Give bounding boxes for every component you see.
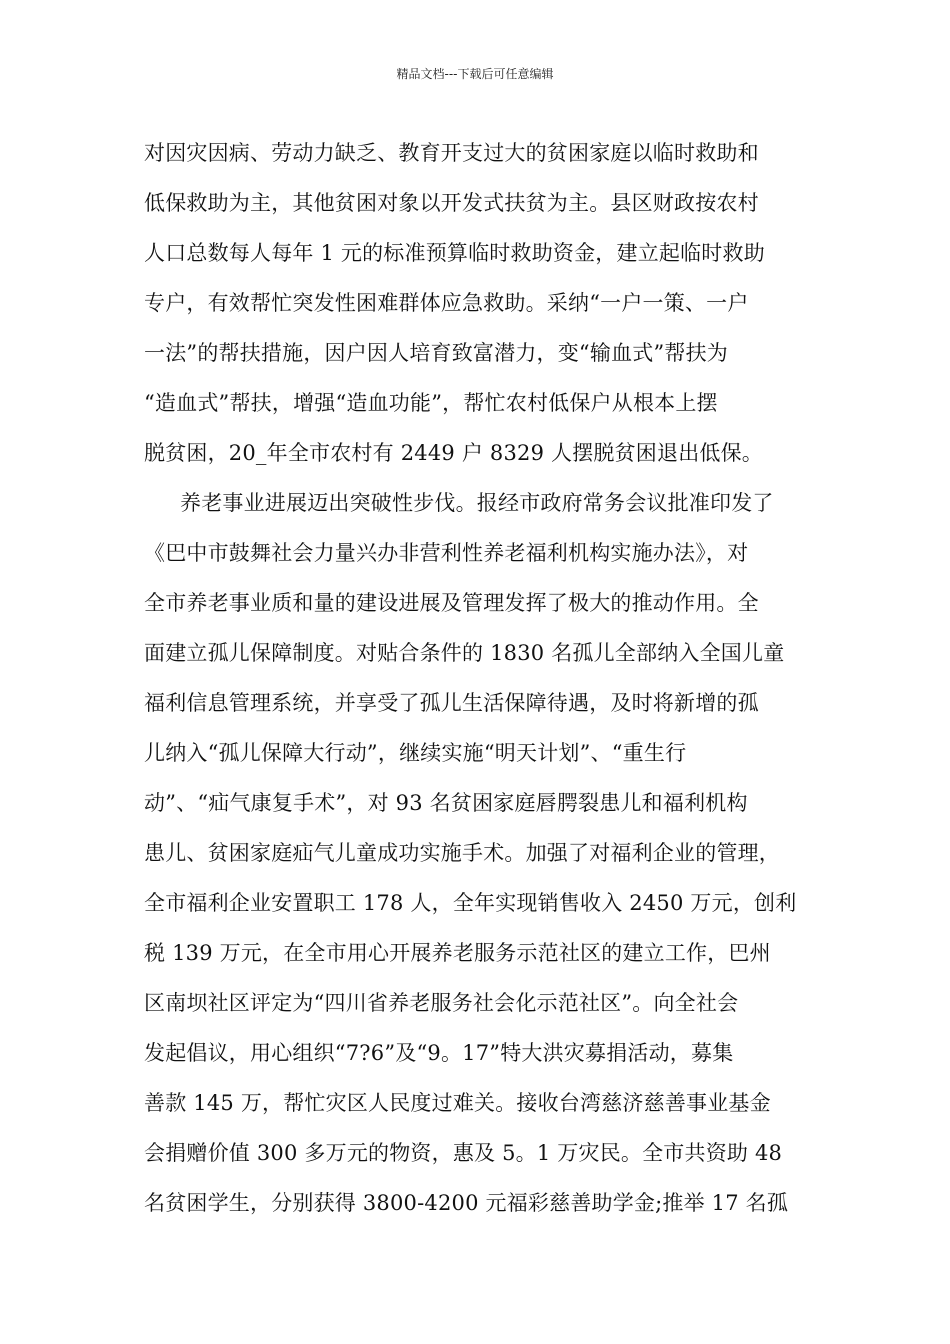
- text-line: 养老事业进展迈出突破性步伐。报经市政府常务会议批准印发了: [180, 491, 774, 515]
- text-line: 低保救助为主，其他贫困对象以开发式扶贫为主。县区财政按农村: [144, 191, 759, 215]
- text-line: 脱贫困，20_年全市农村有 2449 户 8329 人摆脱贫困退出低保。: [144, 441, 764, 465]
- text-line: 患儿、贫困家庭疝气儿童成功实施手术。加强了对福利企业的管理，: [144, 841, 780, 865]
- text-line: 福利信息管理系统，并享受了孤儿生活保障待遇，及时将新增的孤: [144, 691, 759, 715]
- document-body: [144, 128, 824, 1228]
- text-line: 全市养老事业质和量的建设进展及管理发挥了极大的推动作用。全: [144, 591, 759, 615]
- text-line: 一法”的帮扶措施，因户因人培育致富潜力，变“输血式”帮扶为: [144, 341, 729, 365]
- text-line: 专户，有效帮忙突发性困难群体应急救助。采纳“一户一策、一户: [144, 291, 749, 315]
- paragraph: [144, 478, 824, 1228]
- text-line: 税 139 万元，在全市用心开展养老服务示范社区的建立工作，巴州: [144, 941, 771, 965]
- text-line: 会捐赠价值 300 多万元的物资，惠及 5。1 万灾民。全市共资助 48: [144, 1141, 783, 1165]
- text-line: 面建立孤儿保障制度。对贴合条件的 1830 名孤儿全部纳入全国儿童: [144, 641, 785, 665]
- text-line: 全市福利企业安置职工 178 人，全年实现销售收入 2450 万元，创利: [144, 891, 797, 915]
- text-line: 人口总数每人每年 1 元的标准预算临时救助资金，建立起临时救助: [144, 241, 765, 265]
- text-line: 儿纳入“孤儿保障大行动”，继续实施“明天计划”、“重生行: [144, 741, 687, 765]
- text-line: 发起倡议，用心组织“7?6”及“9。17”特大洪灾募捐活动，募集: [144, 1041, 734, 1065]
- text-line: 《巴中市鼓舞社会力量兴办非营利性养老福利机构实施办法》，对: [144, 541, 749, 565]
- text-line: 名贫困学生，分别获得 3800-4200 元福彩慈善助学金;推举 17 名孤: [144, 1191, 789, 1215]
- text-line: 动”、“疝气康复手术”，对 93 名贫困家庭唇腭裂患儿和福利机构: [144, 791, 748, 815]
- paragraph: [144, 128, 824, 478]
- text-line: 区南坝社区评定为“四川省养老服务社会化示范社区”。向全社会: [144, 991, 739, 1015]
- text-line: 对因灾因病、劳动力缺乏、教育开支过大的贫困家庭以临时救助和: [144, 141, 759, 165]
- text-line: 善款 145 万，帮忙灾区人民度过难关。接收台湾慈济慈善事业基金: [144, 1091, 771, 1115]
- page-header: 精品文档---下载后可任意编辑: [396, 67, 554, 81]
- text-line: “造血式”帮扶，增强“造血功能”，帮忙农村低保户从根本上摆: [144, 391, 718, 415]
